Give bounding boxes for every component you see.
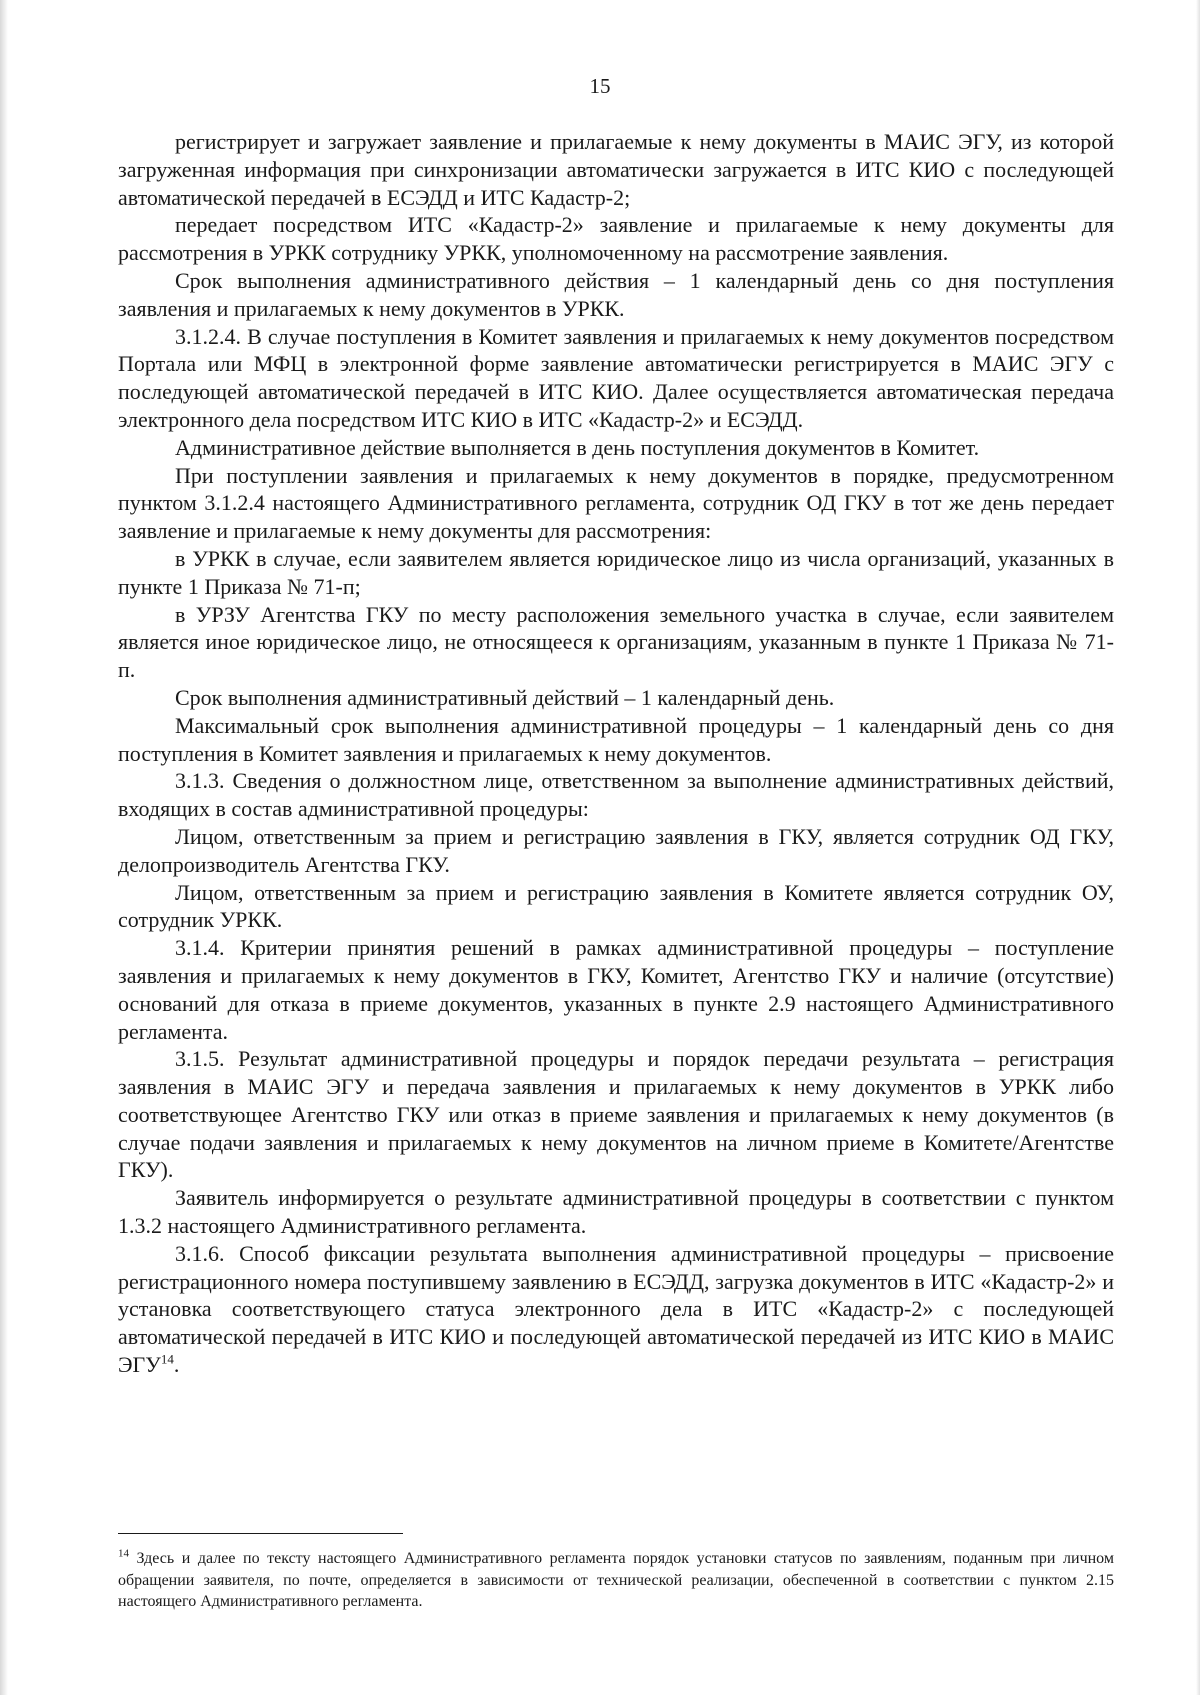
paragraph: Лицом, ответственным за прием и регистрацию заявления в Комитете является сотрудник ОУ, сотрудник УРКК. xyxy=(118,879,1114,933)
paragraph: в УРЗУ Агентства ГКУ по месту расположения земельного участка в случае, если заявителем является иное юридическое лицо, не относящееся к организациям, указанным в пункте 1 Приказа № 71-п. xyxy=(118,601,1114,683)
paragraph: Административное действие выполняется в день поступления документов в Комитет. xyxy=(175,434,980,460)
paragraph: регистрирует и загружает заявление и прилагаемые к нему документы в МАИС ЭГУ, из которой загруженная информация при синхронизации автоматически загружается в ИТС КИО с последующей автоматической передачей в ЕСЭДД и ИТС Кадастр-2; xyxy=(118,129,1114,210)
paragraph-last-text: 3.1.6. Способ фиксации результата выполнения административной процедуры – присвоение регистрационного номера поступившему заявлению в ЕСЭДД, загрузка документов в ИТС «Кадастр-2» и установка соответствующего статуса электронного дела в ИТС «Кадастр-2» с последующей автоматической передачей в ИТС КИО и последующей автоматической передачей из ИТС КИО в МАИС ЭГУ xyxy=(118,1240,1114,1378)
paragraph: в УРКК в случае, если заявителем является юридическое лицо из числа организаций, указанных в пункте 1 Приказа № 71-п; xyxy=(118,545,1114,599)
scan-edge-left xyxy=(0,0,8,1695)
footnote-reference[interactable]: 14 xyxy=(160,1351,174,1367)
paragraph: 3.1.5. Результат административной процедуры и порядок передачи результата – регистрация заявления в МАИС ЭГУ и передача заявления и прилагаемых к нему документов в УРКК либо соответствующее Агентство ГКУ или отказ в приеме заявления и прилагаемых к нему документов (в случае подачи заявления и прилагаемых к нему документов на личном приеме в Комитете/Агентстве ГКУ). xyxy=(118,1046,1114,1183)
paragraph: Лицом, ответственным за прием и регистрацию заявления в ГКУ, является сотрудник ОД ГКУ, делопроизводитель Агентства ГКУ. xyxy=(118,823,1114,877)
footnote-text: Здесь и далее по тексту настоящего Административного регламента порядок установки статусов по заявлениям, поданным при личном обращении заявителя, по почте, определяется в зависимости от технической реализации, обеспеченной в соответствии с пунктом 2.15 настоящего Административного регламента. xyxy=(118,1550,1114,1610)
paragraph: Срок выполнения административного действия – 1 календарный день со дня поступления заявления и прилагаемых к нему документов в УРКК. xyxy=(118,267,1114,321)
paragraph-last-end: . xyxy=(173,1352,180,1378)
paragraph: Максимальный срок выполнения административной процедуры – 1 календарный день со дня поступления в Комитет заявления и прилагаемых к нему документов. xyxy=(118,712,1114,766)
page-number: 15 xyxy=(589,74,611,98)
paragraph: 3.1.4. Критерии принятия решений в рамках административной процедуры – поступление заявления и прилагаемых к нему документов в ГКУ, Комитет, Агентство ГКУ и наличие (отсутствие) оснований для отказа в приеме документов, указанных в пункте 2.9 настоящего Административного регламента. xyxy=(118,935,1114,1044)
paragraph: 3.1.3. Сведения о должностном лице, ответственном за выполнение административных действий, входящих в состав административной процедуры: xyxy=(118,768,1114,822)
scan-edge-right xyxy=(1196,0,1200,1695)
footnote-marker: 14 xyxy=(118,1547,129,1560)
footnote xyxy=(118,1548,1114,1613)
paragraph: передает посредством ИТС «Кадастр-2» заявление и прилагаемые к нему документы для рассмотрения в УРКК сотруднику УРКК, уполномоченному на рассмотрение заявления. xyxy=(118,212,1114,266)
paragraph: Заявитель информируется о результате административной процедуры в соответствии с пунктом 1.3.2 настоящего Административного регламента. xyxy=(118,1185,1114,1239)
footnote-separator xyxy=(118,1533,403,1534)
paragraph: 3.1.2.4. В случае поступления в Комитет заявления и прилагаемых к нему документов посредством Портала или МФЦ в электронной форме заявление автоматически регистрируется в МАИС ЭГУ с последующей автоматической передачей в ИТС КИО. Далее осуществляется автоматическая передача электронного дела посредством ИТС КИО в ИТС «Кадастр-2» и ЕСЭДД. xyxy=(118,323,1114,432)
paragraph: Срок выполнения административный действий – 1 календарный день. xyxy=(175,684,835,710)
document-body xyxy=(118,128,1114,1379)
paragraph-last xyxy=(118,1240,1114,1379)
paragraph: При поступлении заявления и прилагаемых к нему документов в порядке, предусмотренном пунктом 3.1.2.4 настоящего Административного регламента, сотрудник ОД ГКУ в тот же день передает заявление и прилагаемые к нему документы для рассмотрения: xyxy=(118,462,1114,544)
